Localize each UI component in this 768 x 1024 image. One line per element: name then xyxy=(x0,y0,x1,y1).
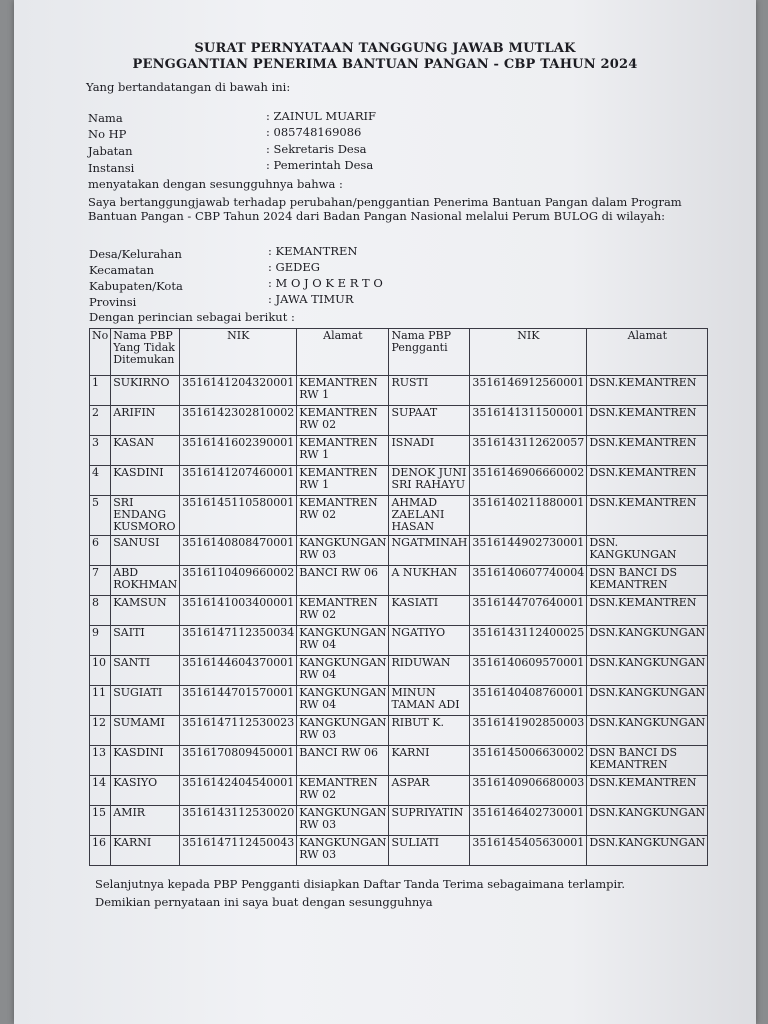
statement-line-2: Bantuan Pangan - CBP Tahun 2024 dari Badan Pangan Nasional melalui Perum BULOG di wilayah: xyxy=(88,209,666,223)
cell-missing-name: KARNI xyxy=(111,836,180,866)
cell-nik-replacement: 3516140607740004 xyxy=(470,566,587,596)
cell-nik-replacement: 3516146912560001 xyxy=(470,376,587,406)
cell-missing-name: SANTI xyxy=(111,656,180,686)
region-village-value: : KEMANTREN xyxy=(268,244,358,258)
cell-no: 11 xyxy=(90,686,111,716)
cell-address-replacement: DSN.KEMANTREN xyxy=(587,406,708,436)
cell-no: 4 xyxy=(90,466,111,496)
cell-address-missing: BANCI RW 06 xyxy=(297,566,389,596)
replacement-table xyxy=(89,328,708,866)
cell-nik-missing: 3516145110580001 xyxy=(180,496,297,536)
cell-address-missing: KANGKUNGAN RW 04 xyxy=(297,686,389,716)
table-row xyxy=(90,626,708,656)
signer-phone-value: : 085748169086 xyxy=(266,125,362,139)
cell-nik-replacement: 3516140609570001 xyxy=(470,656,587,686)
table-row xyxy=(90,746,708,776)
detail-intro-text: Dengan perincian sebagai berikut : xyxy=(89,310,295,324)
cell-nik-replacement: 3516145006630002 xyxy=(470,746,587,776)
table-row xyxy=(90,596,708,626)
region-regency-value: : M O J O K E R T O xyxy=(268,276,383,290)
cell-nik-missing: 3516147112450043 xyxy=(180,836,297,866)
cell-address-missing: KEMANTREN RW 02 xyxy=(297,496,389,536)
cell-replacement-name: NGATMINAH xyxy=(389,536,470,566)
cell-replacement-name: SUPAAT xyxy=(389,406,470,436)
cell-nik-missing: 3516142302810002 xyxy=(180,406,297,436)
footer-line-2: Demikian pernyataan ini saya buat dengan sesungguhnya xyxy=(95,895,433,909)
cell-nik-replacement: 3516141311500001 xyxy=(470,406,587,436)
cell-address-missing: KEMANTREN RW 1 xyxy=(297,376,389,406)
document-title-line-2: PENGGANTIAN PENERIMA BANTUAN PANGAN - CBP TAHUN 2024 xyxy=(132,57,638,72)
cell-missing-name: SUMAMI xyxy=(111,716,180,746)
cell-address-replacement: DSN.KANGKUNGAN xyxy=(587,686,708,716)
cell-address-missing: KEMANTREN RW 02 xyxy=(297,406,389,436)
cell-address-replacement: DSN. KANGKUNGAN xyxy=(587,536,708,566)
signer-name-value: : ZAINUL MUARIF xyxy=(266,109,377,123)
header-nik-replacement: NIK xyxy=(470,329,587,376)
cell-no: 6 xyxy=(90,536,111,566)
cell-no: 12 xyxy=(90,716,111,746)
cell-no: 8 xyxy=(90,596,111,626)
cell-address-replacement: DSN.KANGKUNGAN xyxy=(587,716,708,746)
cell-nik-missing: 3516144604370001 xyxy=(180,656,297,686)
signer-position-value: : Sekretaris Desa xyxy=(266,142,367,156)
table-row xyxy=(90,806,708,836)
table-row xyxy=(90,656,708,686)
region-province-value: : JAWA TIMUR xyxy=(268,292,354,306)
cell-address-missing: KANGKUNGAN RW 03 xyxy=(297,716,389,746)
table-row xyxy=(90,466,708,496)
cell-address-missing: KEMANTREN RW 02 xyxy=(297,596,389,626)
cell-nik-missing: 3516144701570001 xyxy=(180,686,297,716)
cell-nik-replacement: 3516140906680003 xyxy=(470,776,587,806)
cell-address-missing: BANCI RW 06 xyxy=(297,746,389,776)
cell-replacement-name: RIDUWAN xyxy=(389,656,470,686)
cell-nik-replacement: 3516144707640001 xyxy=(470,596,587,626)
cell-replacement-name: RIBUT K. xyxy=(389,716,470,746)
cell-address-replacement: DSN.KEMANTREN xyxy=(587,496,708,536)
header-replacement-name: Nama PBP Pengganti xyxy=(389,329,470,376)
cell-replacement-name: AHMAD ZAELANI HASAN xyxy=(389,496,470,536)
cell-address-replacement: DSN.KEMANTREN xyxy=(587,776,708,806)
cell-no: 2 xyxy=(90,406,111,436)
header-nik-missing: NIK xyxy=(180,329,297,376)
table-row xyxy=(90,686,708,716)
cell-address-replacement: DSN BANCI DS KEMANTREN xyxy=(587,746,708,776)
cell-missing-name: SUKIRNO xyxy=(111,376,180,406)
cell-missing-name: KASDINI xyxy=(111,466,180,496)
cell-no: 16 xyxy=(90,836,111,866)
cell-no: 1 xyxy=(90,376,111,406)
cell-missing-name: ABD ROKHMAN xyxy=(111,566,180,596)
cell-missing-name: SAITI xyxy=(111,626,180,656)
cell-missing-name: KASDINI xyxy=(111,746,180,776)
cell-address-replacement: DSN.KEMANTREN xyxy=(587,376,708,406)
signer-agency-label: Instansi xyxy=(88,161,135,175)
region-village-label: Desa/Kelurahan xyxy=(89,247,182,261)
signer-position-label: Jabatan xyxy=(88,144,133,158)
cell-nik-replacement: 3516143112620057 xyxy=(470,436,587,466)
cell-address-missing: KANGKUNGAN RW 04 xyxy=(297,626,389,656)
cell-no: 9 xyxy=(90,626,111,656)
table-row xyxy=(90,716,708,746)
table-header-row xyxy=(90,329,708,376)
cell-replacement-name: SUPRIYATIN xyxy=(389,806,470,836)
cell-missing-name: KASAN xyxy=(111,436,180,466)
region-district-label: Kecamatan xyxy=(89,263,155,277)
cell-missing-name: KAMSUN xyxy=(111,596,180,626)
table-row xyxy=(90,536,708,566)
cell-nik-replacement: 3516145405630001 xyxy=(470,836,587,866)
header-address-replacement: Alamat xyxy=(587,329,708,376)
cell-no: 5 xyxy=(90,496,111,536)
document-title-line-1: SURAT PERNYATAAN TANGGUNG JAWAB MUTLAK xyxy=(194,41,576,56)
cell-address-replacement: DSN.KEMANTREN xyxy=(587,466,708,496)
table-row xyxy=(90,376,708,406)
cell-replacement-name: NGATIYO xyxy=(389,626,470,656)
header-missing-name: Nama PBP Yang Tidak Ditemukan xyxy=(111,329,180,376)
cell-address-missing: KEMANTREN RW 02 xyxy=(297,776,389,806)
cell-nik-missing: 3516143112530020 xyxy=(180,806,297,836)
region-province-label: Provinsi xyxy=(89,295,137,309)
cell-address-missing: KANGKUNGAN RW 03 xyxy=(297,536,389,566)
cell-nik-missing: 3516147112530023 xyxy=(180,716,297,746)
cell-replacement-name: KASIATI xyxy=(389,596,470,626)
footer-line-1: Selanjutnya kepada PBP Pengganti disiapkan Daftar Tanda Terima sebagaimana terlampir. xyxy=(95,877,626,891)
cell-no: 3 xyxy=(90,436,111,466)
table-row xyxy=(90,496,708,536)
header-no: No xyxy=(90,329,111,376)
cell-address-missing: KANGKUNGAN RW 03 xyxy=(297,806,389,836)
signer-agency-value: : Pemerintah Desa xyxy=(266,158,374,172)
cell-missing-name: SRI ENDANG KUSMORO xyxy=(111,496,180,536)
cell-missing-name: SUGIATI xyxy=(111,686,180,716)
cell-address-replacement: DSN.KANGKUNGAN xyxy=(587,806,708,836)
cell-replacement-name: A NUKHAN xyxy=(389,566,470,596)
cell-missing-name: KASIYO xyxy=(111,776,180,806)
cell-missing-name: AMIR xyxy=(111,806,180,836)
cell-no: 10 xyxy=(90,656,111,686)
cell-address-missing: KANGKUNGAN RW 04 xyxy=(297,656,389,686)
cell-nik-missing: 3516141204320001 xyxy=(180,376,297,406)
cell-nik-replacement: 3516144902730001 xyxy=(470,536,587,566)
cell-missing-name: SANUSI xyxy=(111,536,180,566)
cell-no: 14 xyxy=(90,776,111,806)
cell-nik-missing: 3516147112350034 xyxy=(180,626,297,656)
cell-replacement-name: ASPAR xyxy=(389,776,470,806)
cell-nik-replacement: 3516143112400025 xyxy=(470,626,587,656)
cell-address-replacement: DSN.KANGKUNGAN xyxy=(587,656,708,686)
cell-replacement-name: RUSTI xyxy=(389,376,470,406)
cell-nik-missing: 3516141602390001 xyxy=(180,436,297,466)
cell-no: 7 xyxy=(90,566,111,596)
cell-address-missing: KEMANTREN RW 1 xyxy=(297,436,389,466)
cell-nik-missing: 3516140808470001 xyxy=(180,536,297,566)
table-body xyxy=(90,376,708,866)
cell-nik-replacement: 3516146906660002 xyxy=(470,466,587,496)
cell-replacement-name: KARNI xyxy=(389,746,470,776)
document-page xyxy=(14,0,756,1024)
cell-nik-missing: 3516110409660002 xyxy=(180,566,297,596)
cell-nik-missing: 3516141207460001 xyxy=(180,466,297,496)
table-row xyxy=(90,566,708,596)
cell-replacement-name: MINUN TAMAN ADI xyxy=(389,686,470,716)
region-district-value: : GEDEG xyxy=(268,260,320,274)
cell-address-replacement: DSN BANCI DS KEMANTREN xyxy=(587,566,708,596)
cell-address-replacement: DSN.KEMANTREN xyxy=(587,596,708,626)
cell-no: 13 xyxy=(90,746,111,776)
table-row xyxy=(90,836,708,866)
cell-nik-missing: 3516170809450001 xyxy=(180,746,297,776)
region-regency-label: Kabupaten/Kota xyxy=(89,279,183,293)
cell-nik-replacement: 3516140408760001 xyxy=(470,686,587,716)
cell-address-replacement: DSN.KANGKUNGAN xyxy=(587,626,708,656)
cell-nik-replacement: 3516146402730001 xyxy=(470,806,587,836)
cell-address-missing: KEMANTREN RW 1 xyxy=(297,466,389,496)
cell-no: 15 xyxy=(90,806,111,836)
signer-phone-label: No HP xyxy=(88,127,127,141)
cell-missing-name: ARIFIN xyxy=(111,406,180,436)
table-row xyxy=(90,436,708,466)
statement-line-1: Saya bertanggungjawab terhadap perubahan/penggantian Penerima Bantuan Pangan dalam Program xyxy=(88,195,682,209)
header-address-missing: Alamat xyxy=(297,329,389,376)
cell-address-replacement: DSN.KEMANTREN xyxy=(587,436,708,466)
cell-nik-missing: 3516141003400001 xyxy=(180,596,297,626)
cell-nik-replacement: 3516140211880001 xyxy=(470,496,587,536)
intro-text: Yang bertandatangan di bawah ini: xyxy=(86,80,291,94)
cell-nik-replacement: 3516141902850003 xyxy=(470,716,587,746)
cell-replacement-name: DENOK JUNI SRI RAHAYU xyxy=(389,466,470,496)
declaration-text: menyatakan dengan sesungguhnya bahwa : xyxy=(88,177,343,191)
table-row xyxy=(90,406,708,436)
table-row xyxy=(90,776,708,806)
cell-nik-missing: 3516142404540001 xyxy=(180,776,297,806)
cell-address-missing: KANGKUNGAN RW 03 xyxy=(297,836,389,866)
cell-replacement-name: SULIATI xyxy=(389,836,470,866)
cell-address-replacement: DSN.KANGKUNGAN xyxy=(587,836,708,866)
signer-name-label: Nama xyxy=(88,111,123,125)
cell-replacement-name: ISNADI xyxy=(389,436,470,466)
